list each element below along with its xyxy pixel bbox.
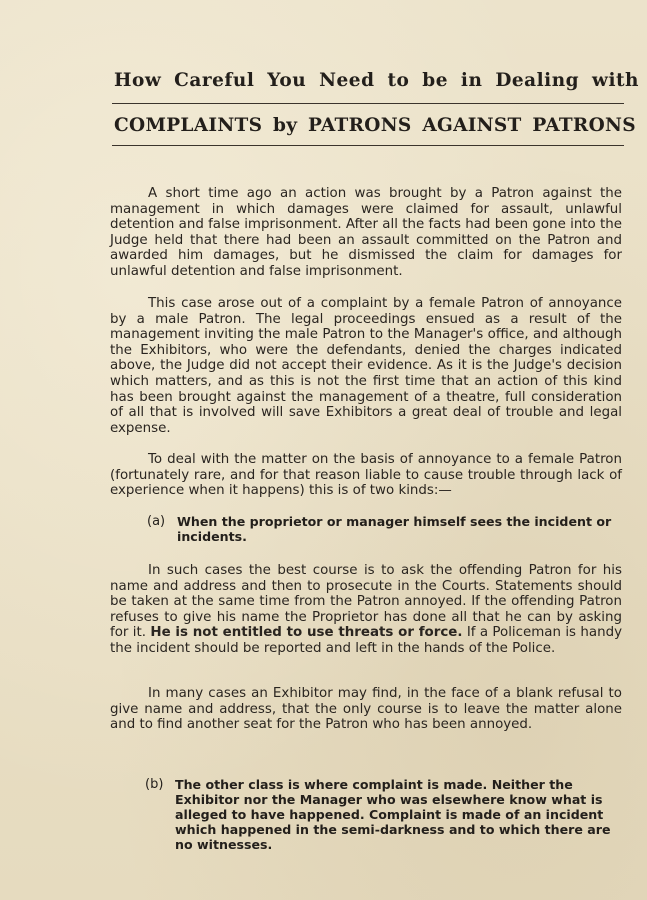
subsection-a-text: When the proprietor or manager himself sees the incident or incidents. [177, 514, 612, 544]
heading-rule-bottom [112, 145, 624, 146]
paragraph-1: A short time ago an action was brought by a Patron against the management in which damages were claimed for assault, unlawful detention and false imprisonment. After all the facts had been gone into the Judge held that there had been an assault committed on the Patron and awarded him damages, but he dismissed the claim for damages for unlawful detention and false imprisonment. [110, 186, 622, 279]
heading-line-1: How Careful You Need to be in Dealing with [114, 70, 639, 91]
heading-line-2: COMPLAINTS by PATRONS AGAINST PATRONS [114, 115, 636, 136]
subsection-b-text: The other class is where complaint is made. Neither the Exhibitor nor the Manager who was elsewhere know what is alleged to have happened. Complaint is made of an incident which happened in the semi-darkness and to which there are no witnesses. [175, 777, 611, 852]
subsection-b [145, 776, 623, 852]
heading-rule-top [112, 103, 624, 104]
subsection-a [147, 513, 622, 544]
paragraph-4 [110, 563, 622, 657]
subsection-b-marker: (b) [145, 777, 164, 792]
paragraph-4-text-before: In such cases the best course is to ask the offending Patron for his name and address and then to prosecute in the Courts. Statements should be taken at the same time from the Patron annoyed. If the offending Patron refuses to give his name the Proprietor has done all that he can by asking for it. [110, 563, 622, 641]
subsection-a-marker: (a) [147, 514, 166, 529]
paragraph-2: This case arose out of a complaint by a female Patron of annoyance by a male Patron. The legal proceedings ensued as a result of the management inviting the male Patron to the Manager's office, and although the Exhibitors, who were the defendants, denied the charges indicated above, the Judge did not accept their evidence. As it is the Judge's decision which matters, and as this is not the first time that an action of this kind has been brought against the management of a theatre, full consideration of all that is involved will save Exhibitors a great deal of trouble and legal expense. [110, 296, 622, 436]
paragraph-5: In many cases an Exhibitor may find, in the face of a blank refusal to give name and address, that the only course is to leave the matter alone and to find another seat for the Patron who has been annoyed. [110, 686, 622, 733]
paragraph-3: To deal with the matter on the basis of annoyance to a female Patron (fortunately rare, and for that reason liable to cause trouble through lack of experience when it happens) this is of two kinds:— [110, 452, 622, 499]
paragraph-4-bold-text: He is not entitled to use threats or force. [150, 625, 463, 641]
paragraph-4-text-after: If a Policeman is handy the incident should be reported and left in the hands of the Police. [110, 625, 622, 656]
